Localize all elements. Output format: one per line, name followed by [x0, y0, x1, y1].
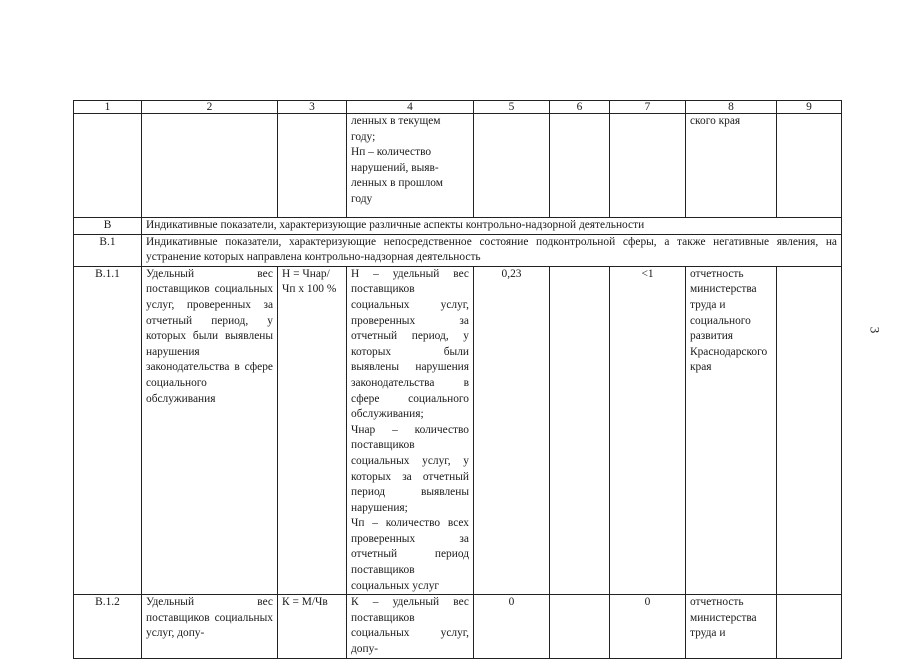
indicator-col6: [550, 266, 610, 594]
continuation-source: ского края: [686, 114, 777, 218]
indicator-name: Удельный вес поставщиков социальных услуг, проверенных за отчетный период, у которых были выявлены нарушения законодательства в сфере социального обслуживания: [142, 266, 278, 594]
header-cell: 8: [686, 101, 777, 114]
indicator-formula: К = М/Чв: [278, 595, 347, 658]
continuation-row: [74, 114, 842, 218]
header-cell: 2: [142, 101, 278, 114]
indicator-formula: Н = Чнар/Чп x 100 %: [278, 266, 347, 594]
column-number-header-row: [74, 101, 842, 114]
header-cell: 4: [347, 101, 474, 114]
indicator-col9: [777, 266, 842, 594]
indicator-description: К – удельный вес поставщиков социальных услуг, допу-: [347, 595, 474, 658]
indicator-name: Удельный вес поставщиков социальных услуг, допу-: [142, 595, 278, 658]
section-code: В: [74, 218, 142, 235]
header-cell: 7: [610, 101, 686, 114]
section-title: Индикативные показатели, характеризующие различные аспекты контрольно-надзорной деятельности: [142, 218, 842, 235]
indicator-row-b12: [74, 595, 842, 658]
indicator-code: В.1.2: [74, 595, 142, 658]
page-number: 3: [867, 326, 883, 334]
header-cell: 3: [278, 101, 347, 114]
section-row-b1: [74, 234, 842, 266]
indicator-row-b11: [74, 266, 842, 594]
indicator-col9: [777, 595, 842, 658]
header-cell: 1: [74, 101, 142, 114]
indicator-source: отчетность министерства труда и социального развития Краснодарского края: [686, 266, 777, 594]
continuation-description: ленных в текущем году; Нп – количество нарушений, выяв- ленных в прошлом году: [347, 114, 474, 218]
header-cell: 9: [777, 101, 842, 114]
section-row-b: [74, 218, 842, 235]
indicator-description: Н – удельный вес поставщиков социальных услуг, проверенных за отчетный период, у которых были выявлены нарушения законодательства в сфере социального обслуживания; Чнар – количество поставщиков социальных услуг, у которых за отчетный период выявлены нарушения; Чп – количество всех проверенных за отчетный период поставщиков социальных услуг: [347, 266, 474, 594]
section-title: Индикативные показатели, характеризующие непосредственное состояние подконтрольной сферы, а также негативные явления, на устранение которых направлена контрольно-надзорная деятельность: [142, 234, 842, 266]
indicator-col7: <1: [610, 266, 686, 594]
indicator-col5: 0: [474, 595, 550, 658]
section-code: В.1: [74, 234, 142, 266]
indicator-col6: [550, 595, 610, 658]
indicator-source: отчетность министерства труда и: [686, 595, 777, 658]
header-cell: 5: [474, 101, 550, 114]
header-cell: 6: [550, 101, 610, 114]
indicator-col7: 0: [610, 595, 686, 658]
indicator-col5: 0,23: [474, 266, 550, 594]
indicator-code: В.1.1: [74, 266, 142, 594]
indicator-table: [73, 100, 842, 659]
